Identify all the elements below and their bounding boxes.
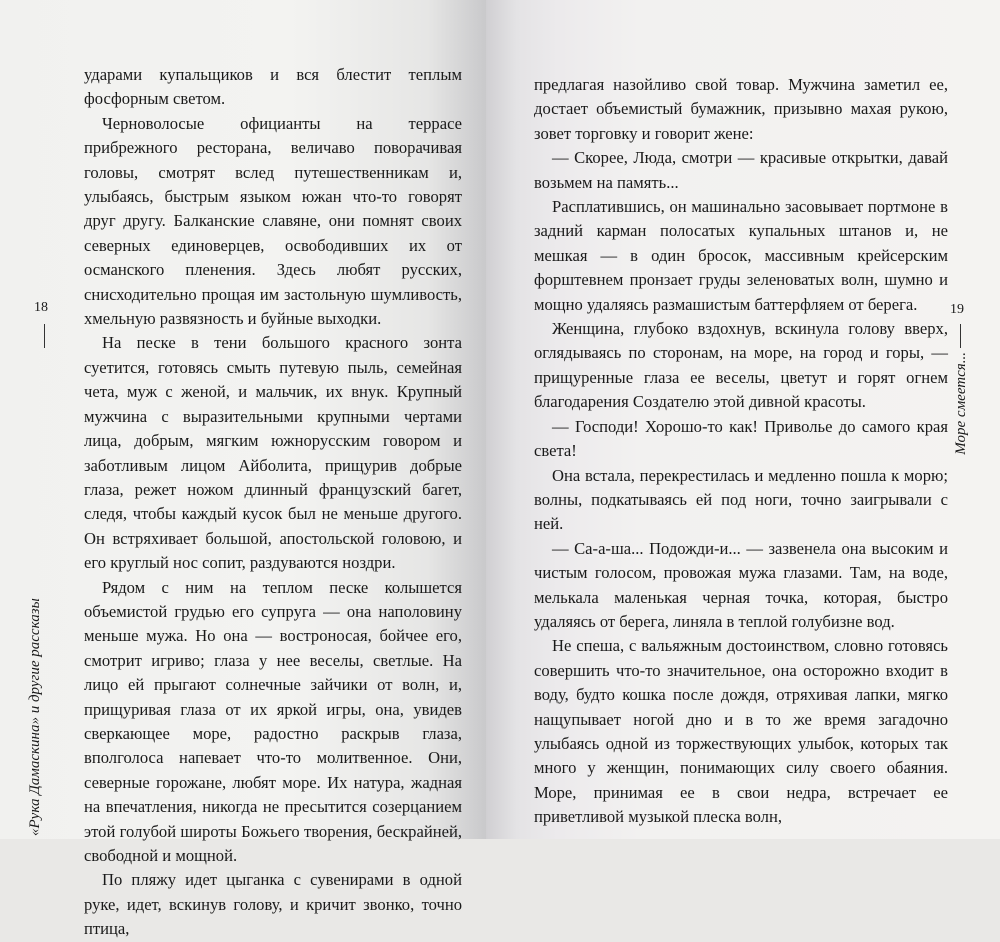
left-page — [0, 0, 486, 939]
left-page-number: 18 — [34, 300, 48, 315]
left-running-title: «Рука Дамаскина» и другие рассказы — [27, 598, 43, 836]
right-running-title: Море смеется... — [953, 352, 969, 455]
paragraph: Женщина, глубоко вздохнув, вскинула голову вверх, оглядываясь по сторонам, на море, на город и горы, — прищуренные глаза ее веселы, цветут и горят огнем благодарения Создателю этой дивной красоты. — [534, 319, 948, 412]
right-page-text — [534, 73, 948, 830]
paragraph: На песке в тени большого красного зонта суетится, готовясь смыть путевую пыль, семейная чета, муж с женой, и мальчик, их внук. Крупный мужчина с выразительными крупными чертами лица, добрым, мягким южнорусским говором и заботливым лицом Айболита, прищурив добрые глаза, режет ножом длинный французский багет, следя, чтобы каждый кусок был не меньше другого. Он встряхивает большой, апостольской головою, и его круглый нос сопит, раздуваются ноздри. — [84, 333, 462, 573]
paragraph: — Господи! Хорошо-то как! Приволье до самого края света! — [534, 416, 948, 461]
left-page-text — [84, 63, 462, 942]
paragraph: ударами купальщиков и вся блестит теплым фосфорным светом. — [84, 65, 462, 109]
left-page-number-rule — [44, 324, 45, 348]
paragraph: Черноволосые официанты на террасе прибрежного ресторана, величаво поворачивая головы, смотрят вслед путешественникам и, улыбаясь, быстрым языком южан что-то говорят друг другу. Балканские славяне, они помнят своих северных единоверцев, освободивших их от османского пленения. Здесь любят русских, снисходительно прощая им застольную шумливость, хмельную развязность и буйные выходки. — [84, 113, 462, 329]
paragraph: Расплатившись, он машинально засовывает портмоне в задний карман полосатых купальных штанов и, не мешкая — в один бросок, массивным крейсерским форштевнем пронзает груды зеленоватых волн, шумно и мощно удаляясь размашистым баттерфляем от берега. — [534, 197, 948, 314]
paragraph: Рядом с ним на теплом песке колышется объемистой грудью его супруга — она наполовину меньше мужа. Но она — востроносая, бойчее его, смотрит игриво; глаза у нее веселы, светлые. На лицо ей прыгают солнечные зайчики от волн, и, прищуривая глаза от их яркой игры, она, увидев сверкающее море, радостно раскрыв глаза, вполголоса напевает что-то молитвенное. Они, северные горожане, любят море. Их натура, жадная на впечатления, никогда не пресытится созерцанием этой голубой широты Божьего творения, бескрайней, свободной и мощной. — [84, 577, 462, 865]
right-page — [486, 0, 1000, 839]
right-page-number: 19 — [950, 302, 964, 317]
right-page-number-rule — [960, 324, 961, 348]
paragraph: Не спеша, с вальяжным достоинством, словно готовясь совершить что-то значительное, она осторожно входит в воду, будто кошка после дождя, отряхивая лапки, мягко нащупывает ногой дно и в то же время загадочно улыбаясь одной из торжествующих улыбок, которых так много у женщин, понимающих силу своего обаяния. Море, принимая ее в свои недра, встречает ее приветливой музыкой плеска волн, — [534, 636, 948, 827]
paragraph: предлагая назойливо свой товар. Мужчина заметил ее, достает объемистый бумажник, призывно махая рукою, зовет торговку и говорит жене: — [534, 75, 948, 143]
paragraph: Она встала, перекрестилась и медленно пошла к морю; волны, подкатываясь ей под ноги, точно заигрывали с ней. — [534, 465, 948, 534]
paragraph: — Скорее, Люда, смотри — красивые открытки, давай возьмем на память... — [534, 148, 948, 192]
paragraph: — Са-а-ша... Подожди-и... — зазвенела она высоким и чистым голосом, провожая мужа глазами. Там, на воде, мелькала маленькая черная точка, которая, быстро удаляясь от берега, линяла в теплой голубизне вод. — [534, 538, 948, 631]
paragraph: По пляжу идет цыганка с сувенирами в одной руке, идет, вскинув голову, и кричит звонко, точно птица, — [84, 870, 462, 939]
